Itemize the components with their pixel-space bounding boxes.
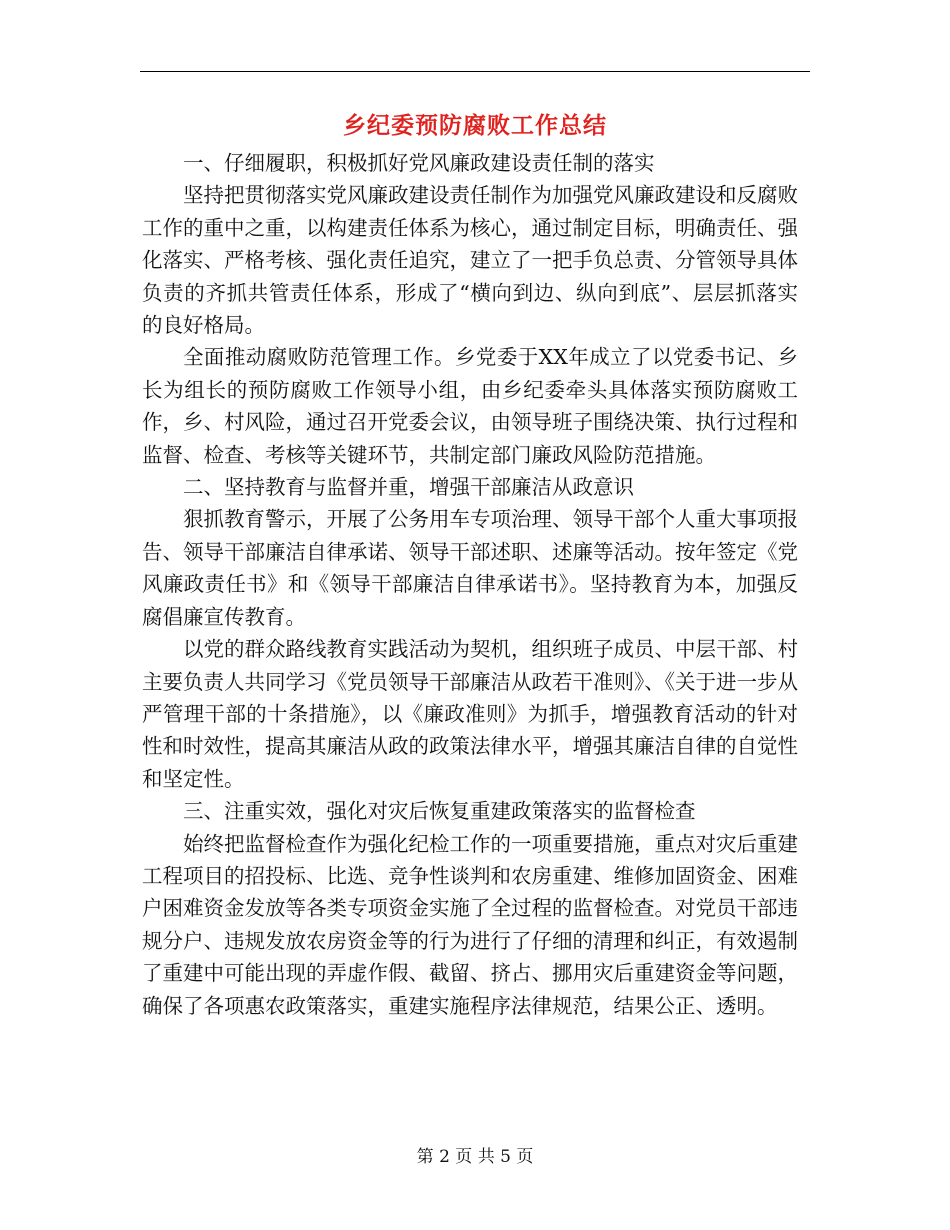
section-heading-2: 二、坚持教育与监督并重，增强干部廉洁从政意识 — [183, 475, 634, 500]
paragraph: 以党的群众路线教育实践活动为契机，组织班子成员、中层干部、村主要负责人共同学习《党员领导干部廉洁从政若干准则》、《关于进一步从严管理干部的十条措施》，以《廉政准则》为抓手，增强教育活动的针对性和时效性，提高其廉洁从政的政策法律水平，增强其廉洁自律的自觉性和坚定性。 — [142, 637, 798, 791]
header-rule — [140, 71, 810, 72]
paragraph: 始终把监督检查作为强化纪检工作的一项重要措施，重点对灾后重建工程项目的招投标、比选、竞争性谈判和农房重建、维修加固资金、困难户困难资金发放等各类专项资金实施了全过程的监督检查。对党员干部违规分户、违规发放农房资金等的行为进行了仔细的清理和纠正，有效遏制了重建中可能出现的弄虚作假、截留、挤占、挪用灾后重建资金等问题，确保了各项惠农政策落实，重建实施程序法律规范，结果公正、透明。 — [142, 831, 798, 1018]
paragraph: 坚持把贯彻落实党风廉政建设责任制作为加强党风廉政建设和反腐败工作的重中之重，以构建责任体系为核心，通过制定目标，明确责任、强化落实、严格考核、强化责任追究，建立了一把手负总责、分管领导具体负责的齐抓共管责任体系，形成了“横向到边、纵向到底”、层层抓落实的良好格局。 — [142, 183, 798, 338]
section-heading-3: 三、注重实效，强化对灾后恢复重建政策落实的监督检查 — [183, 799, 696, 824]
document-body — [142, 147, 798, 1022]
paragraph: 狠抓教育警示，开展了公务用车专项治理、领导干部个人重大事项报告、领导干部廉洁自律承诺、领导干部述职、述廉等活动。按年签定《党风廉政责任书》和《领导干部廉洁自律承诺书》。坚持教育为本，加强反腐倡廉宣传教育。 — [142, 507, 798, 629]
paragraph: 全面推动腐败防范管理工作。乡党委于XX年成立了以党委书记、乡长为组长的预防腐败工作领导小组，由乡纪委牵头具体落实预防腐败工作，乡、村风险，通过召开党委会议，由领导班子围绕决策、执行过程和监督、检查、考核等关键环节，共制定部门廉政风险防范措施。 — [142, 345, 798, 467]
page-title: 乡纪委预防腐败工作总结 — [343, 112, 607, 139]
page-number-footer: 第 2 页 共 5 页 — [416, 1147, 534, 1167]
section-heading-1: 一、仔细履职，积极抓好党风廉政建设责任制的落实 — [183, 151, 655, 175]
